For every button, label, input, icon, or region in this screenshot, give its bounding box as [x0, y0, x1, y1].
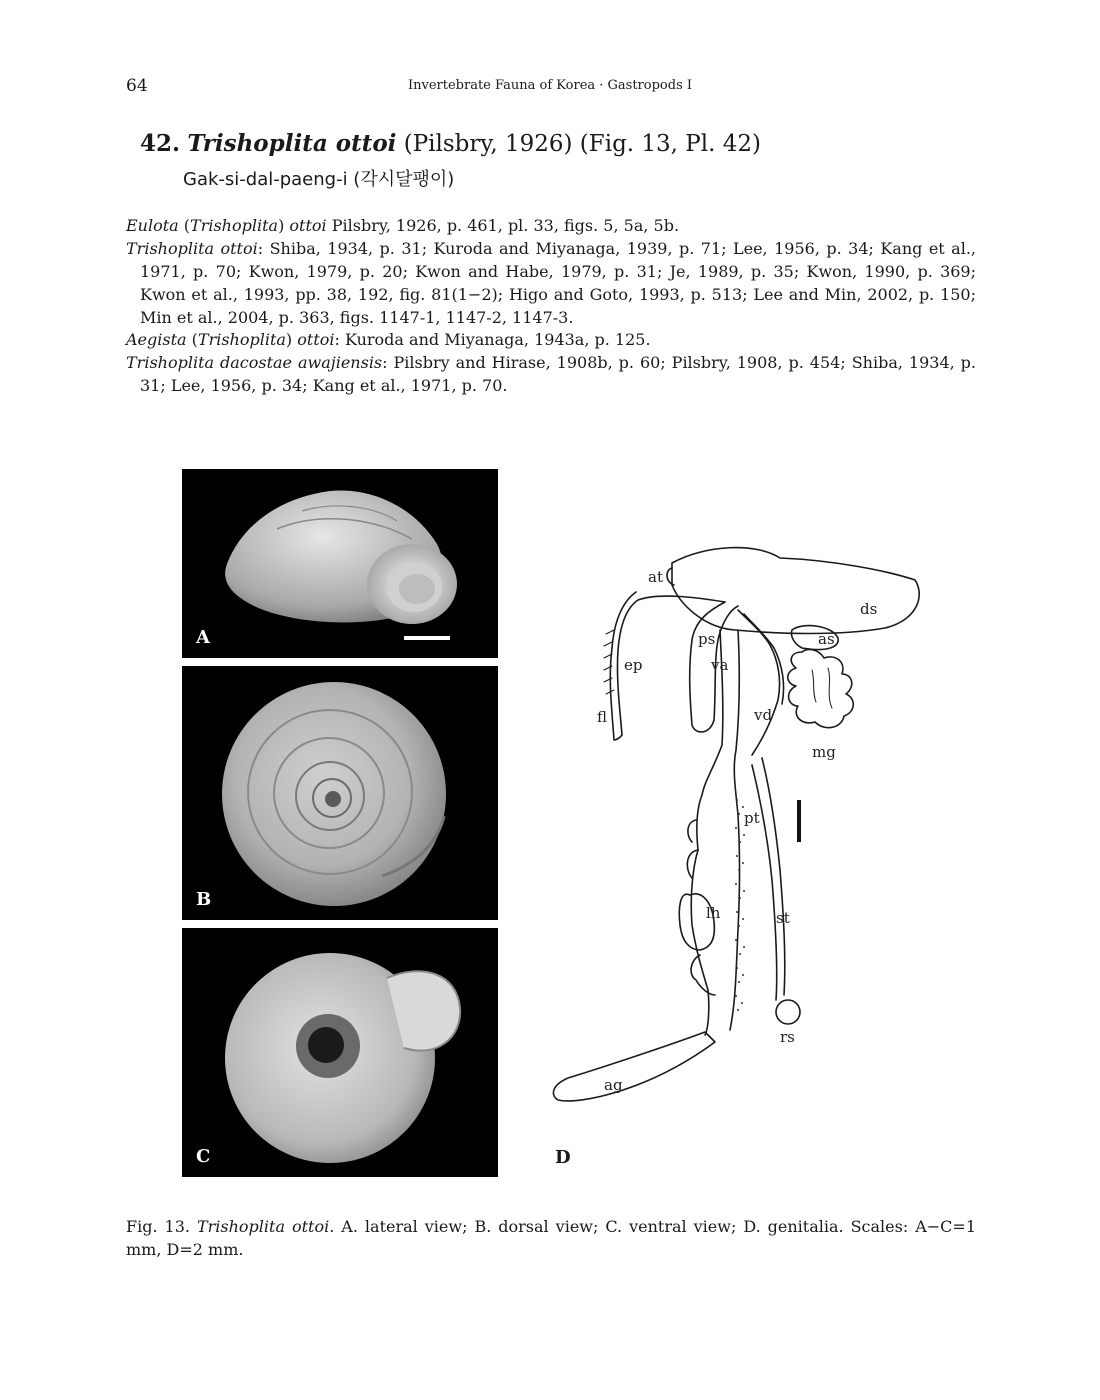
panel-label-a: A [196, 627, 210, 648]
vas-deferens [738, 610, 780, 755]
label-st: st [776, 909, 790, 927]
syn-separator: : [334, 330, 345, 350]
spermathecal-stalk-inner [752, 765, 777, 1000]
syn-separator: : [257, 238, 270, 258]
label-lh: lh [706, 904, 721, 922]
synonymy-entry: Aegista (Trishoplita) ottoi: Kuroda and Miyanaga, 1943a, p. 125. [126, 330, 651, 350]
syn-separator: : [382, 353, 394, 373]
shell-lateral-illustration [182, 469, 498, 658]
label-pt: pt [744, 809, 760, 827]
syn-reference: Pilsbry, 1926, p. 461, pl. 33, figs. 5, 5a, 5b. [331, 216, 680, 235]
photo-lateral-view [182, 469, 498, 658]
caption-prefix: Fig. 13. [126, 1217, 190, 1236]
label-as: as [818, 630, 835, 648]
syn-epithet: ottoi [289, 216, 327, 235]
species-heading [140, 130, 761, 157]
syn-epithet: ottoi [297, 330, 335, 350]
panel-label-b: B [196, 889, 212, 910]
syn-reference: Shiba, 1934, p. 31; Kuroda and Miyanaga, 1939, p. 71; Lee, 1956, p. 34; Kang et al., 1971, p. 70; Kwon, 1979, p. 20; Kwon and Habe, 1979, p. 31; Je, 1989, p. 35; Kwon, 1990, p. 369; Kwon et al., 1993, pp. 38, 192, fig. 81(1−2); Higo and Goto, 1993, p. 513; Lee and Min, 2002, p. 150; Min et al., 2004, p. 363, figs. 1147-1, 1147-2, 1147-3. [140, 238, 977, 327]
panel-label-d: D [555, 1147, 571, 1168]
label-at: at [648, 568, 663, 586]
figure-caption [126, 1215, 976, 1261]
vagina-oviduct-right [730, 630, 740, 1030]
mucous-gland-outline [788, 650, 854, 728]
caption-species: Trishoplita ottoi [196, 1217, 330, 1236]
caption-text: . A. lateral view; B. dorsal view; C. ventral view; D. genitalia. Scales: A−C=1 mm, D=2 mm. [126, 1217, 977, 1260]
synonymy-entry: Eulota (Trishoplita) ottoi Pilsbry, 1926, p. 461, pl. 33, figs. 5, 5a, 5b. [126, 216, 680, 235]
label-fl: fl [597, 708, 608, 726]
label-vd: vd [754, 706, 773, 724]
label-ag: ag [604, 1076, 623, 1094]
photo-dorsal-view [182, 666, 498, 920]
spermathecal-stalk [762, 758, 785, 995]
synonymy-list [126, 215, 976, 398]
synonymy-entry [126, 238, 976, 330]
syn-genus: Aegista [126, 330, 187, 350]
flagellum-tip [614, 735, 622, 740]
synonymy-entry [126, 352, 976, 398]
syn-subgenus: Trishoplita [190, 216, 279, 235]
label-rs: rs [780, 1028, 795, 1046]
syn-name: Trishoplita ottoi [126, 238, 258, 258]
syn-genus: Eulota [126, 216, 179, 235]
label-ps: ps [698, 630, 716, 648]
syn-reference: Pilsbry and Hirase, 1908b, p. 60; Pilsbry, 1908, p. 454; Shiba, 1934, p. 31; Lee, 1956, p. 34; Kang et al., 1971, p. 70. [140, 353, 977, 396]
species-number: 42. [140, 130, 181, 157]
label-va: va [711, 656, 729, 674]
scale-bar [404, 636, 450, 640]
photo-ventral-view [182, 928, 498, 1177]
species-common-name: Gak-si-dal-paeng-i (각시달팽이) [183, 169, 455, 190]
vagina-oviduct-left [691, 630, 723, 1035]
shell-dorsal-illustration [182, 666, 498, 920]
genitalia-diagram [540, 530, 940, 1120]
albumen-gland-outline [553, 1032, 715, 1101]
atrium-cap [667, 568, 674, 585]
label-ds: ds [860, 600, 878, 618]
species-authority: (Pilsbry, 1926) (Fig. 13, Pl. 42) [403, 131, 761, 157]
receptaculum-seminis [776, 1000, 800, 1024]
label-ep: ep [624, 656, 643, 674]
page-number: 64 [126, 76, 148, 96]
running-title: Invertebrate Fauna of Korea · Gastropods I [407, 78, 693, 93]
syn-subgenus: Trishoplita [197, 330, 286, 350]
panel-label-c: C [196, 1146, 211, 1167]
shell-ventral-illustration [182, 928, 498, 1177]
species-scientific-name: Trishoplita ottoi [187, 130, 397, 157]
digestive-sac-outline [672, 548, 919, 634]
label-mg: mg [812, 743, 836, 761]
syn-reference: Kuroda and Miyanaga, 1943a, p. 125. [344, 330, 651, 350]
syn-name: Trishoplita dacostae awajiensis [126, 353, 383, 373]
